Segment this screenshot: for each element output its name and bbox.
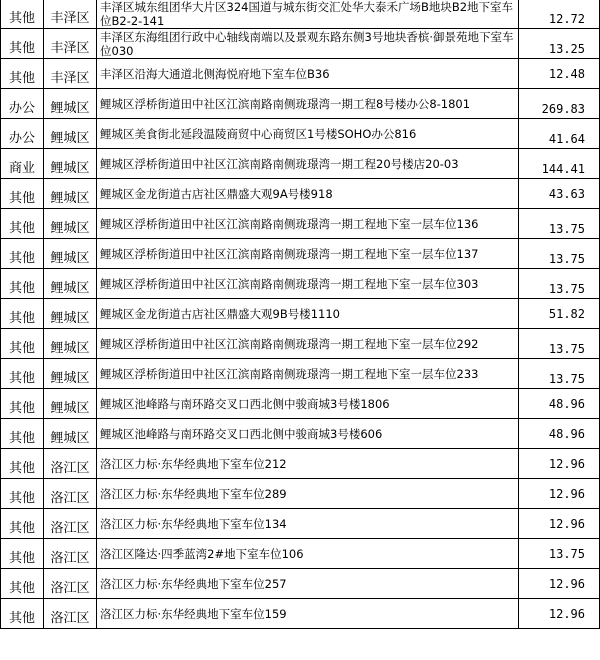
cell-location: 洛江区力标·东华经典地下室车位159 <box>97 599 519 629</box>
cell-area: 13.75 <box>519 209 600 239</box>
cell-use: 其他 <box>1 179 44 209</box>
cell-location: 鲤城区浮桥街道田中社区江滨南路南侧珑璟湾一期工程20号楼店20-03 <box>97 149 519 179</box>
cell-district: 鲤城区 <box>44 269 97 299</box>
cell-use: 其他 <box>1 539 44 569</box>
table-row <box>1 89 600 119</box>
cell-area: 12.96 <box>519 569 600 599</box>
cell-area: 48.96 <box>519 419 600 449</box>
cell-district: 丰泽区 <box>44 59 97 89</box>
table-row <box>1 419 600 449</box>
table-row <box>1 269 600 299</box>
cell-location: 鲤城区池峰路与南环路交叉口西北侧中骏商城3号楼1806 <box>97 389 519 419</box>
cell-district: 鲤城区 <box>44 329 97 359</box>
cell-location: 丰泽区东海组团行政中心轴线南端以及景观东路东侧3号地块香槟·御景苑地下室车位030 <box>97 29 519 59</box>
cell-use: 其他 <box>1 509 44 539</box>
cell-area: 12.96 <box>519 479 600 509</box>
cell-location: 鲤城区浮桥街道田中社区江滨南路南侧珑璟湾一期工程地下室一层车位233 <box>97 359 519 389</box>
cell-district: 鲤城区 <box>44 299 97 329</box>
cell-district: 鲤城区 <box>44 239 97 269</box>
table-row <box>1 599 600 629</box>
cell-area: 12.48 <box>519 59 600 89</box>
cell-area: 41.64 <box>519 119 600 149</box>
cell-location: 洛江区力标·东华经典地下室车位212 <box>97 449 519 479</box>
table-row <box>1 329 600 359</box>
cell-use: 其他 <box>1 269 44 299</box>
cell-area: 51.82 <box>519 299 600 329</box>
table-row <box>1 0 600 29</box>
table-row <box>1 299 600 329</box>
cell-district: 丰泽区 <box>44 29 97 59</box>
cell-district: 洛江区 <box>44 479 97 509</box>
table-row <box>1 149 600 179</box>
cell-use: 其他 <box>1 599 44 629</box>
cell-use: 其他 <box>1 449 44 479</box>
cell-location: 丰泽区城东组团华大片区324国道与城东街交汇处华大泰禾广场B地块B2地下室车位B2-2-141 <box>97 0 519 29</box>
cell-area: 48.96 <box>519 389 600 419</box>
table-row <box>1 239 600 269</box>
cell-location: 洛江区隆达·四季蓝湾2#地下室车位106 <box>97 539 519 569</box>
table-row <box>1 509 600 539</box>
cell-district: 洛江区 <box>44 599 97 629</box>
cell-district: 鲤城区 <box>44 419 97 449</box>
cell-location: 丰泽区沿海大通道北侧海悦府地下室车位B36 <box>97 59 519 89</box>
cell-area: 144.41 <box>519 149 600 179</box>
table-row <box>1 29 600 59</box>
cell-district: 鲤城区 <box>44 389 97 419</box>
table-row <box>1 119 600 149</box>
cell-area: 13.75 <box>519 239 600 269</box>
cell-use: 其他 <box>1 239 44 269</box>
table-row <box>1 569 600 599</box>
cell-area: 43.63 <box>519 179 600 209</box>
cell-use: 其他 <box>1 389 44 419</box>
cell-district: 鲤城区 <box>44 359 97 389</box>
cell-location: 洛江区力标·东华经典地下室车位257 <box>97 569 519 599</box>
cell-use: 其他 <box>1 569 44 599</box>
cell-location: 鲤城区浮桥街道田中社区江滨南路南侧珑璟湾一期工程8号楼办公8-1801 <box>97 89 519 119</box>
table-row <box>1 449 600 479</box>
cell-use: 其他 <box>1 209 44 239</box>
table-row <box>1 539 600 569</box>
cell-district: 洛江区 <box>44 509 97 539</box>
cell-area: 269.83 <box>519 89 600 119</box>
cell-location: 鲤城区池峰路与南环路交叉口西北侧中骏商城3号楼606 <box>97 419 519 449</box>
cell-area: 13.25 <box>519 29 600 59</box>
table-row <box>1 209 600 239</box>
cell-district: 洛江区 <box>44 449 97 479</box>
cell-location: 鲤城区浮桥街道田中社区江滨南路南侧珑璟湾一期工程地下室一层车位137 <box>97 239 519 269</box>
cell-location: 鲤城区浮桥街道田中社区江滨南路南侧珑璟湾一期工程地下室一层车位136 <box>97 209 519 239</box>
cell-area: 13.75 <box>519 269 600 299</box>
cell-location: 鲤城区浮桥街道田中社区江滨南路南侧珑璟湾一期工程地下室一层车位303 <box>97 269 519 299</box>
cell-use: 其他 <box>1 479 44 509</box>
cell-use: 商业 <box>1 149 44 179</box>
cell-location: 鲤城区金龙街道古店社区鼎盛大观9A号楼918 <box>97 179 519 209</box>
cell-use: 其他 <box>1 59 44 89</box>
cell-area: 12.96 <box>519 509 600 539</box>
cell-use: 其他 <box>1 299 44 329</box>
cell-district: 鲤城区 <box>44 179 97 209</box>
cell-location: 洛江区力标·东华经典地下室车位289 <box>97 479 519 509</box>
cell-district: 鲤城区 <box>44 119 97 149</box>
cell-location: 鲤城区美食街北延段温陵商贸中心商贸区1号楼SOHO办公816 <box>97 119 519 149</box>
cell-use: 办公 <box>1 89 44 119</box>
cell-location: 鲤城区金龙街道古店社区鼎盛大观9B号楼1110 <box>97 299 519 329</box>
cell-area: 12.96 <box>519 449 600 479</box>
cell-district: 鲤城区 <box>44 209 97 239</box>
table-row <box>1 479 600 509</box>
cell-location: 洛江区力标·东华经典地下室车位134 <box>97 509 519 539</box>
table-row <box>1 359 600 389</box>
cell-area: 12.96 <box>519 599 600 629</box>
cell-area: 12.72 <box>519 0 600 29</box>
cell-use: 办公 <box>1 119 44 149</box>
cell-district: 鲤城区 <box>44 89 97 119</box>
cell-district: 洛江区 <box>44 539 97 569</box>
cell-use: 其他 <box>1 359 44 389</box>
cell-district: 洛江区 <box>44 569 97 599</box>
cell-area: 13.75 <box>519 539 600 569</box>
table-row <box>1 389 600 419</box>
cell-use: 其他 <box>1 0 44 29</box>
cell-location: 鲤城区浮桥街道田中社区江滨南路南侧珑璟湾一期工程地下室一层车位292 <box>97 329 519 359</box>
cell-area: 13.75 <box>519 329 600 359</box>
cell-district: 鲤城区 <box>44 149 97 179</box>
cell-district: 丰泽区 <box>44 0 97 29</box>
property-table-body <box>1 0 600 629</box>
table-row <box>1 59 600 89</box>
table-row <box>1 179 600 209</box>
cell-use: 其他 <box>1 29 44 59</box>
cell-use: 其他 <box>1 419 44 449</box>
cell-area: 13.75 <box>519 359 600 389</box>
cell-use: 其他 <box>1 329 44 359</box>
